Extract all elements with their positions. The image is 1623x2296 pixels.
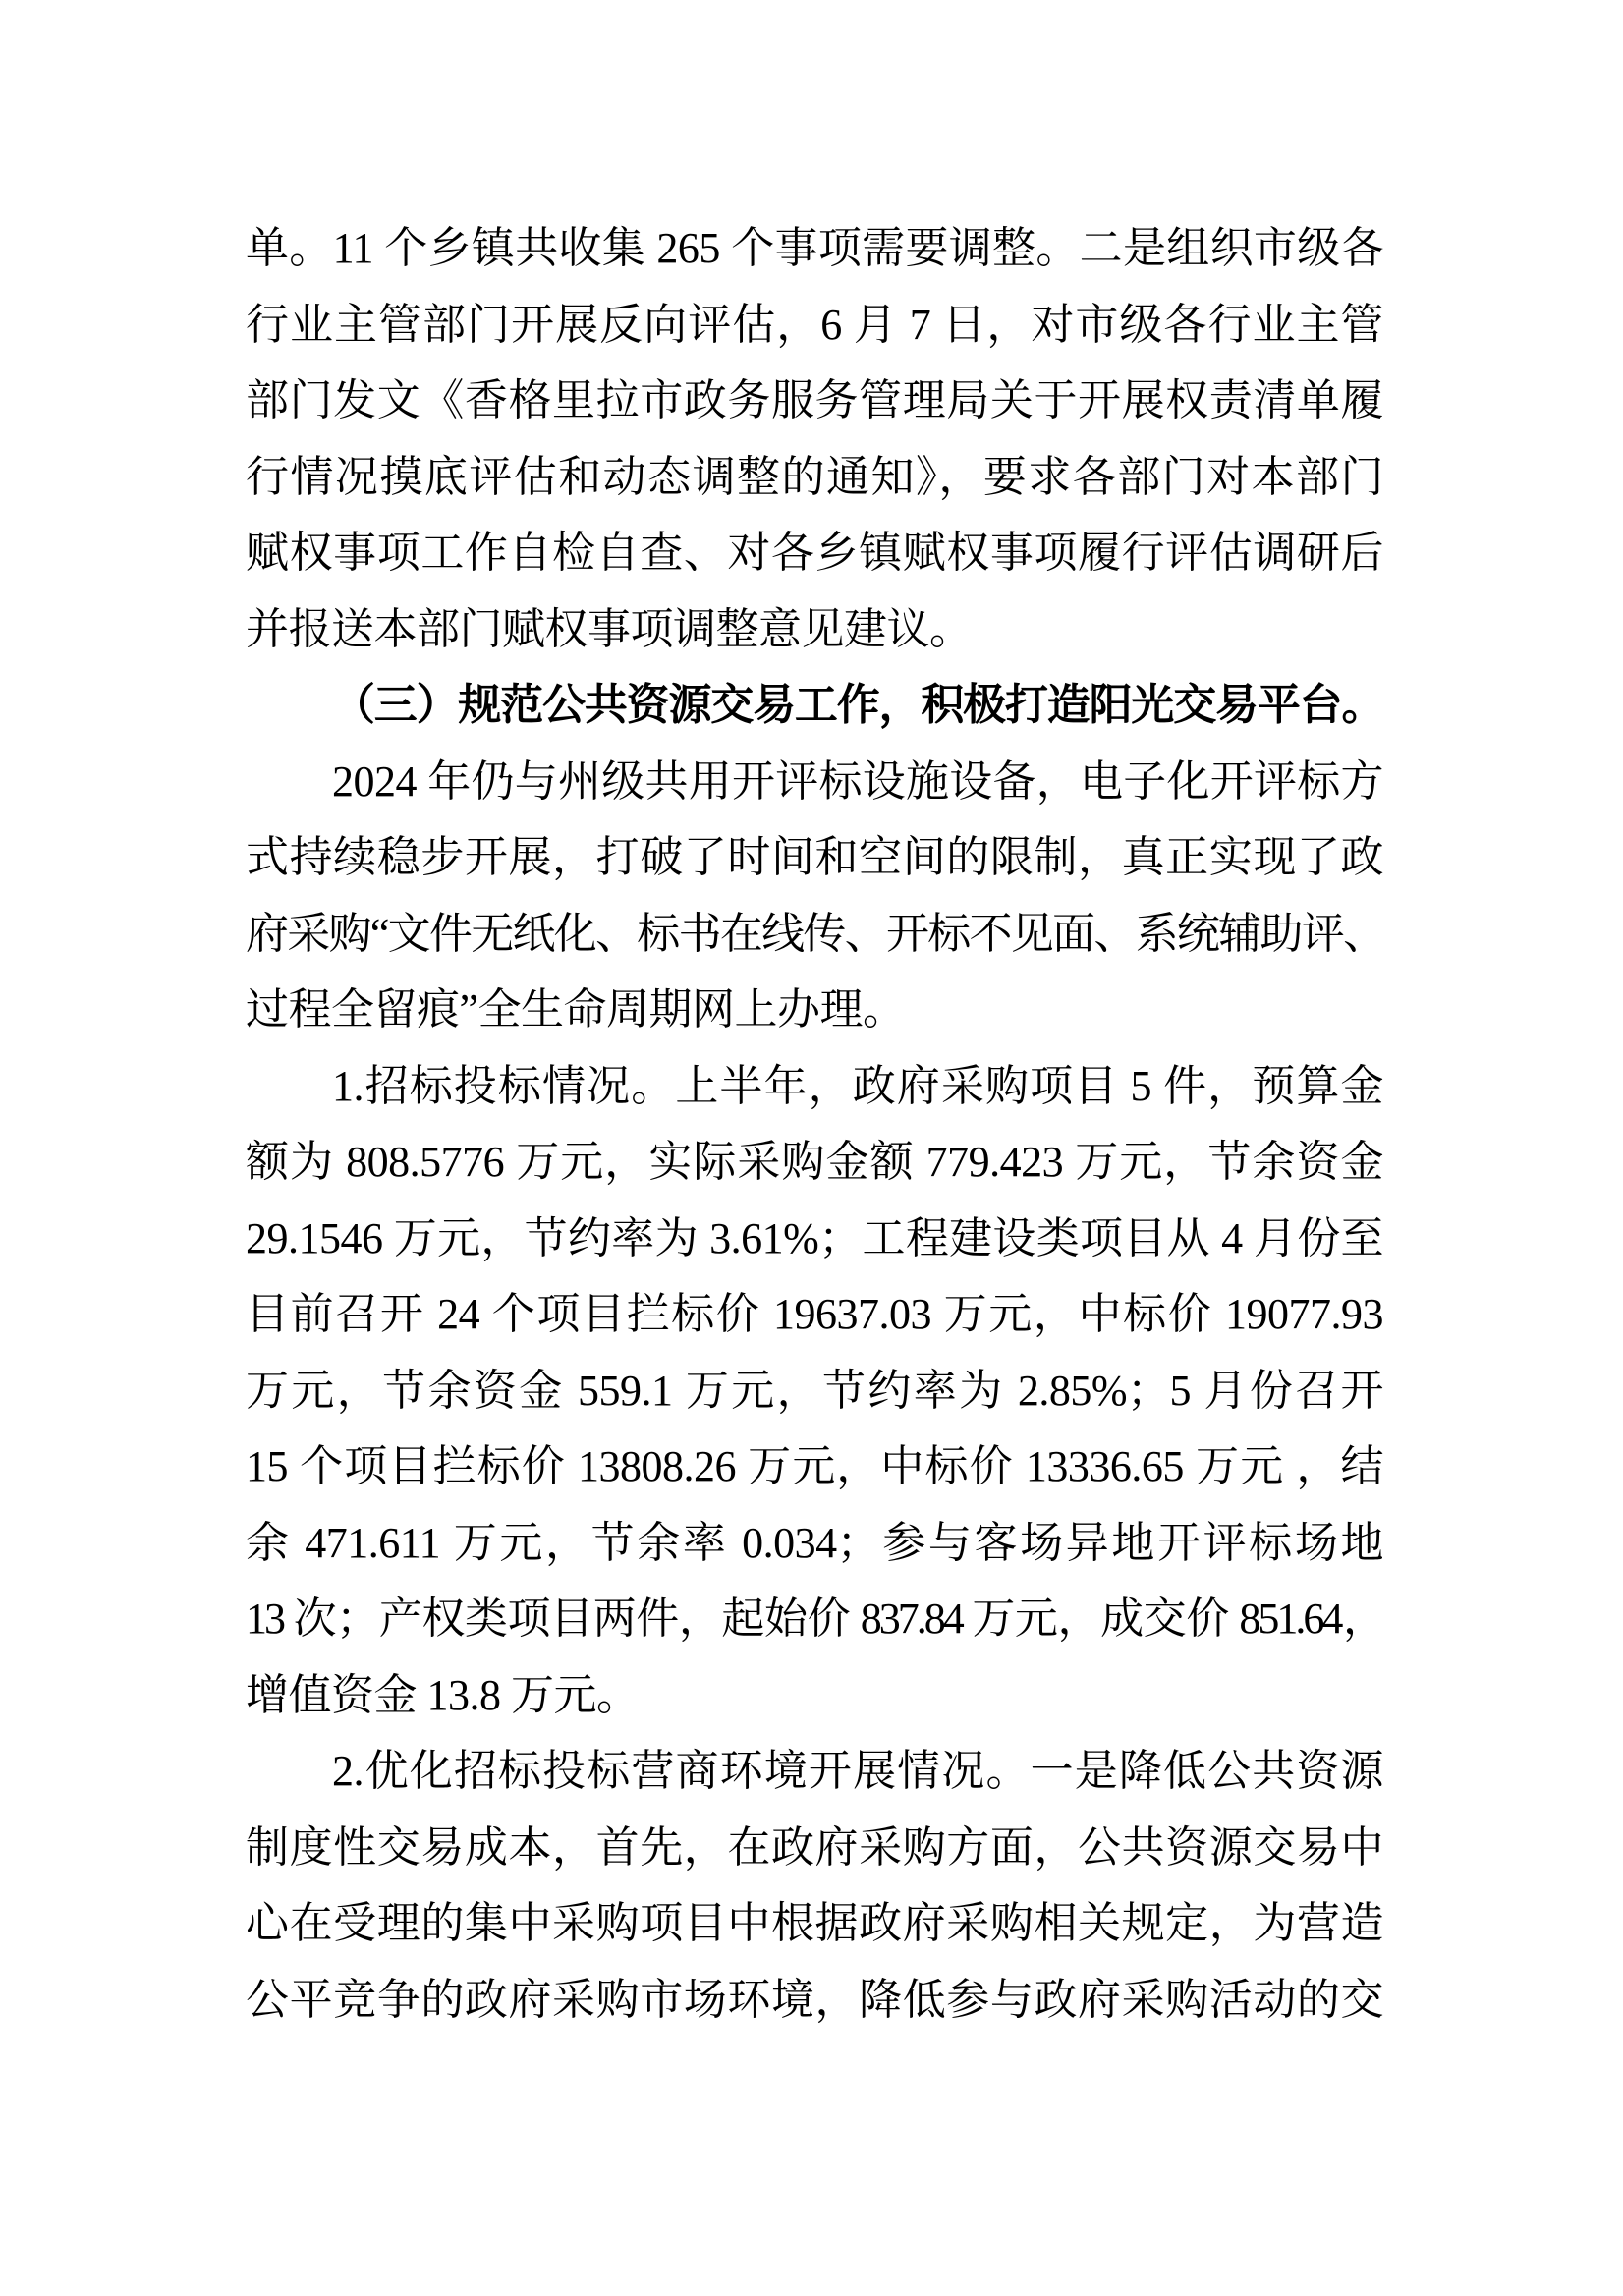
text-line: 2.优化招标投标营商环境开展情况。一是降低公共资源 [332, 1747, 1383, 1795]
text-line: 增值资金 13.8 万元。 [246, 1670, 640, 1719]
text-line: 行情况摸底评估和动态调整的通知》，要求各部门对本部门 [246, 452, 1383, 501]
text-line: 制度性交易成本，首先，在政府采购方面，公共资源交易中 [246, 1822, 1383, 1872]
text-line: 15 个项目拦标价 13808.26 万元，中标价 13336.65 万元 ，结 [246, 1442, 1383, 1490]
text-line: 府采购“文件无纸化、标书在线传、开标不见面、系统辅助评、 [246, 909, 1383, 958]
text-line: 赋权事项工作自检自查、对各乡镇赋权事项履行评估调研后 [246, 529, 1383, 577]
text-line: 余 471.611 万元，节余率 0.034；参与客场异地开评标场地 [246, 1518, 1383, 1567]
text-line: 13 次；产权类项目两件，起始价 837.84 万元，成交价 851.64， [246, 1595, 1383, 1643]
text-line: 行业主管部门开展反向评估，6 月 7 日，对市级各行业主管 [246, 300, 1383, 349]
section-heading: （三）规范公共资源交易工作，积极打造阳光交易平台。 [332, 681, 1383, 729]
text-line: 单。11 个乡镇共收集 265 个事项需要调整。二是组织市级各 [246, 224, 1383, 272]
text-line: 式持续稳步开展，打破了时间和空间的限制，真正实现了政 [246, 833, 1383, 881]
text-line: 部门发文《香格里拉市政务服务管理局关于开展权责清单履 [246, 376, 1383, 424]
text-line: 29.1546 万元，节约率为 3.61%；工程建设类项目从 4 月份至 [246, 1213, 1383, 1262]
text-line: 目前召开 24 个项目拦标价 19637.03 万元，中标价 19077.93 [246, 1290, 1383, 1338]
text-line: 2024 年仍与州级共用开评标设施设备，电子化开评标方 [332, 756, 1383, 806]
text-line: 万元，节余资金 559.1 万元，节约率为 2.85%；5 月份召开 [246, 1366, 1383, 1415]
text-line: 额为 808.5776 万元，实际采购金额 779.423 万元，节余资金 [246, 1138, 1383, 1186]
text-line: 心在受理的集中采购项目中根据政府采购相关规定，为营造 [246, 1899, 1383, 1947]
text-line: 并报送本部门赋权事项调整意见建议。 [246, 604, 973, 653]
text-line: 过程全留痕”全生命周期网上办理。 [246, 985, 906, 1034]
text-line: 公平竞争的政府采购市场环境，降低参与政府采购活动的交 [246, 1975, 1383, 2024]
text-line: 1.招标投标情况。上半年，政府采购项目 5 件，预算金 [332, 1061, 1383, 1110]
document-text-block [246, 210, 1383, 2038]
